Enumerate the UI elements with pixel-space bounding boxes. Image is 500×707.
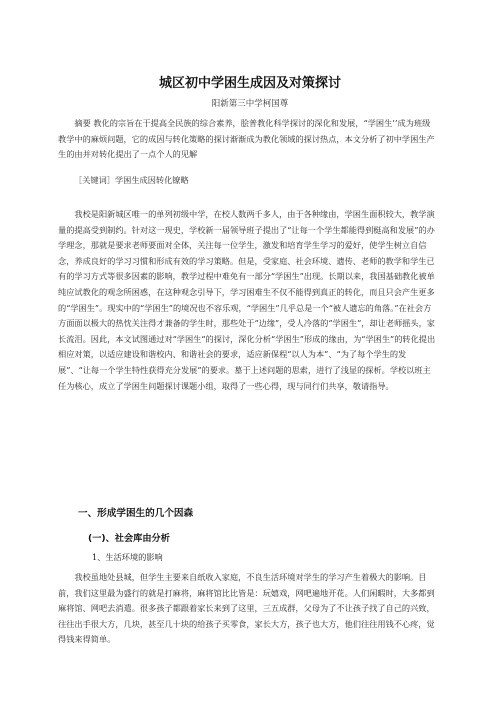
- subsection-heading: (一)、社会库由分析: [88, 533, 170, 544]
- author-line: 阳新第三中学柯国尊: [211, 99, 289, 109]
- keywords-line: ［关键词］学困生成因转化镣略: [74, 175, 189, 185]
- document-title: 城区初中学困生成因及对策探讨: [158, 76, 341, 91]
- subsubsection-heading: 1、生活环境的影响: [92, 552, 163, 562]
- section-heading: 一、形成学困生的几个因森: [78, 508, 194, 519]
- intro-paragraph: 我校是阳新城区唯一的单列初级中学，在校人数两千多人，由于各种缘由，学困生面积较大，教学演量的提高受到制约。针对这一现史，学校新一届领导班子提出了“让每一个学生都能得到梃高和发展”的办学理念，那就是要求老师要面对全体，关注每一位学生，激发和培育学生学习的爱好，使学生树立自信念，养成良好的学习习惯和形成有效的学习策略。但是，受家庭、社会环境、遗传、老师的教学和学生已有的学习方式等很多因素的影响，教学过程中难免有一部分“学困生”出现。长期以来，我国基础教化被单纯应试教化的观念所困惑，在这种观念引导下，学习困难生不仅不能得到真正的转化，而且只会产生更多的“学困生”。现实中的“学困生”的境况也不容乐观，“学困生”几乎总是一个“被人遗忘的角落。”在社会方方面面以极大的热忱关注得才兼备的学生时，那些处于“边缘”，受人冷落的“学困生”，却让老师摇头，家长流泪。因此，本文试图通过对“学困生”的探讨，深化分析“学困生”形成的缘由，为“学困生”的转化提出相应对策，以适应建设和谐校内、和谐社会的要求，适应新保程“以人为本”、“为了每个学生的发展”、“让每一个学生特性获得充分发展”的要求。墓于上述问题的思索，进行了浅显的探析。学校以班主任为核心，成立了学困生问题探讨课题小组，取得了一些心得，现与同行们共享，敬请指导。: [58, 209, 436, 391]
- abstract-paragraph: 摘要 教化的宗旨在于提高全民族的综合素养，脍普教化科学探讨的深化和发展，“学困生’’成为班级教学中的麻烦问题，它的成因与转化策略的探讨渐渐成为教化领域的探讨热点，本文分析了初中学困生产生的由并对转化提出了一点个人的见解: [58, 118, 435, 160]
- body-paragraph: 我校虽地处县城，但学生主要来自纸收入家庭，不良生活环境对学生的学习产生着极大的影响。目前，我们这里最为盛行的就是打麻将，麻将馆比比皆是：玩嬉戏，网吧遍地开花。人们闲暇时，大多都到麻将馆、网吧去消遣。很多孩子都跟着家长来到了这里，三五成群，父母为了不让孩子找了自己的兴致，往往出手很大方，几块，甚至几十块的给孩子买零食，家长大方，孩子也大方，他们往往用钱不心疼，觉得钱来得简单。: [58, 572, 435, 645]
